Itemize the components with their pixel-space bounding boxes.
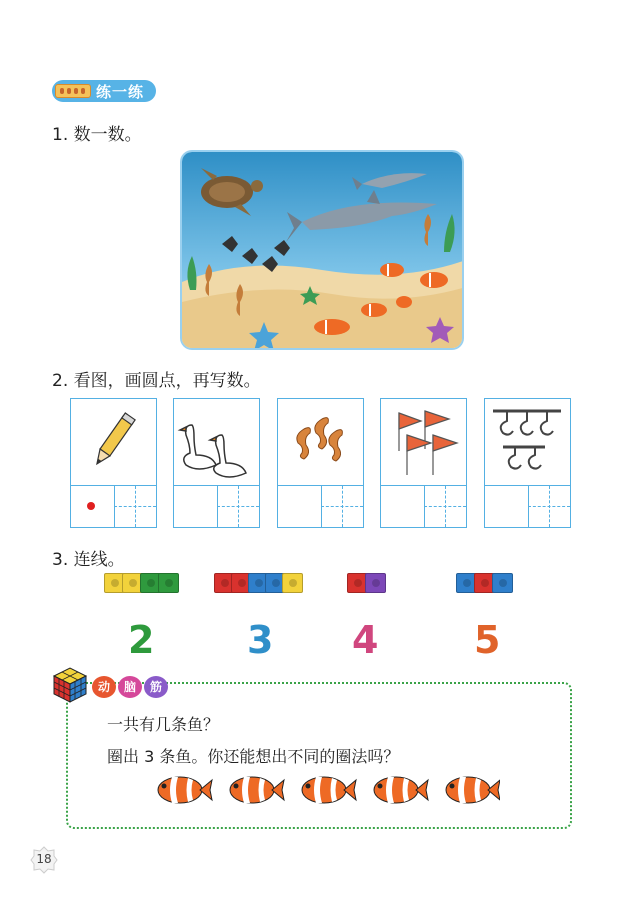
question-3: 3. 连线。 [52,550,125,570]
brain-teaser-question-1: 一共有几条鱼？ [107,715,220,734]
tag-char: 动 [92,676,116,698]
question-1: 1. 数一数。 [52,125,142,145]
answer-cell-seahorses [277,398,364,528]
number-5[interactable]: 5 [474,618,501,662]
question-2: 2. 看图，画圆点，再写数。 [52,371,261,391]
clownfish[interactable] [230,777,284,803]
answer-cell-swans [173,398,260,528]
clownfish[interactable] [302,777,356,803]
abacus-icon [55,84,91,98]
cell-guide-v [342,486,343,527]
rubik-cube-icon [50,664,90,708]
cube [365,573,386,593]
swans-picture [174,399,259,486]
ocean-illustration [180,150,464,350]
cell-guide-v [445,486,446,527]
cell-guide-v [135,486,136,527]
number-2[interactable]: 2 [128,618,155,662]
sample-dot [87,502,95,510]
brain-teaser-question-2: 圈出 3 条鱼。你还能想出不同的圈法吗？ [107,747,400,766]
tag-char: 筋 [144,676,168,698]
page-number-text: 18 [36,852,52,866]
hooks-picture [485,399,570,486]
flags-picture [381,399,466,486]
cube [282,573,303,593]
cube [492,573,513,593]
clownfish[interactable] [158,777,212,803]
tag-char: 脑 [118,676,142,698]
answer-cell-flags [380,398,467,528]
number-4[interactable]: 4 [352,618,379,662]
clownfish-row [150,768,500,812]
answer-cell-hooks [484,398,571,528]
clownfish[interactable] [446,777,500,803]
cube [158,573,179,593]
clownfish[interactable] [374,777,428,803]
answer-cell-pencil [70,398,157,528]
page-number [30,846,58,874]
brain-teaser-tag [92,676,170,698]
seahorses-picture [278,399,363,486]
section-title: 练一练 [96,83,145,101]
cell-guide-v [238,486,239,527]
cell-guide-v [549,486,550,527]
pencil-picture [71,399,156,486]
number-3[interactable]: 3 [247,618,274,662]
section-banner [52,80,156,102]
